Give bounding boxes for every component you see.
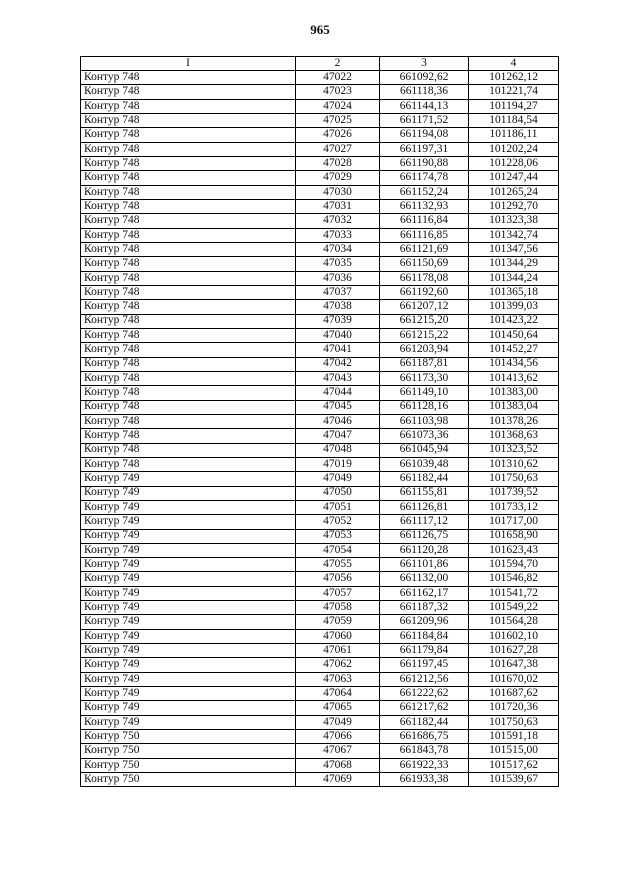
contour-name-cell: Контур 749 xyxy=(81,615,296,629)
y-coordinate-cell: 101658,90 xyxy=(469,529,559,543)
x-coordinate-cell: 661686,75 xyxy=(380,730,469,744)
point-number-cell: 47028 xyxy=(296,156,380,170)
table-row xyxy=(81,515,559,529)
contour-name-cell: Контур 748 xyxy=(81,228,296,242)
x-coordinate-cell: 661212,56 xyxy=(380,672,469,686)
contour-name-cell: Контур 749 xyxy=(81,500,296,514)
y-coordinate-cell: 101591,18 xyxy=(469,730,559,744)
table-row xyxy=(81,271,559,285)
point-number-cell: 47038 xyxy=(296,300,380,314)
table-row xyxy=(81,730,559,744)
y-coordinate-cell: 101733,12 xyxy=(469,500,559,514)
table-row xyxy=(81,99,559,113)
point-number-cell: 47053 xyxy=(296,529,380,543)
x-coordinate-cell: 661217,62 xyxy=(380,701,469,715)
x-coordinate-cell: 661162,17 xyxy=(380,586,469,600)
point-number-cell: 47044 xyxy=(296,386,380,400)
point-number-cell: 47057 xyxy=(296,586,380,600)
point-number-cell: 47036 xyxy=(296,271,380,285)
y-coordinate-cell: 101687,62 xyxy=(469,687,559,701)
contour-name-cell: Контур 748 xyxy=(81,300,296,314)
point-number-cell: 47046 xyxy=(296,414,380,428)
table-row xyxy=(81,529,559,543)
contour-name-cell: Контур 748 xyxy=(81,71,296,85)
point-number-cell: 47048 xyxy=(296,443,380,457)
point-number-cell: 47037 xyxy=(296,285,380,299)
x-coordinate-cell: 661116,84 xyxy=(380,214,469,228)
column-header-contour: I xyxy=(81,57,296,71)
table-row xyxy=(81,629,559,643)
x-coordinate-cell: 661132,93 xyxy=(380,199,469,213)
point-number-cell: 47030 xyxy=(296,185,380,199)
contour-name-cell: Контур 749 xyxy=(81,658,296,672)
column-header-point-number: 2 xyxy=(296,57,380,71)
y-coordinate-cell: 101564,28 xyxy=(469,615,559,629)
x-coordinate-cell: 661152,24 xyxy=(380,185,469,199)
x-coordinate-cell: 661209,96 xyxy=(380,615,469,629)
x-coordinate-cell: 661182,44 xyxy=(380,715,469,729)
y-coordinate-cell: 101344,24 xyxy=(469,271,559,285)
y-coordinate-cell: 101365,18 xyxy=(469,285,559,299)
y-coordinate-cell: 101594,70 xyxy=(469,558,559,572)
point-number-cell: 47049 xyxy=(296,715,380,729)
table-row xyxy=(81,558,559,572)
table-row xyxy=(81,214,559,228)
table-row xyxy=(81,71,559,85)
y-coordinate-cell: 101323,38 xyxy=(469,214,559,228)
y-coordinate-cell: 101265,24 xyxy=(469,185,559,199)
x-coordinate-cell: 661171,52 xyxy=(380,113,469,127)
y-coordinate-cell: 101221,74 xyxy=(469,85,559,99)
point-number-cell: 47060 xyxy=(296,629,380,643)
table-row xyxy=(81,744,559,758)
point-number-cell: 47052 xyxy=(296,515,380,529)
x-coordinate-cell: 661843,78 xyxy=(380,744,469,758)
table-row xyxy=(81,429,559,443)
y-coordinate-cell: 101602,10 xyxy=(469,629,559,643)
point-number-cell: 47045 xyxy=(296,400,380,414)
contour-name-cell: Контур 748 xyxy=(81,400,296,414)
table-row xyxy=(81,85,559,99)
table-row xyxy=(81,113,559,127)
point-number-cell: 47023 xyxy=(296,85,380,99)
table-row xyxy=(81,701,559,715)
contour-name-cell: Контур 748 xyxy=(81,128,296,142)
point-number-cell: 47025 xyxy=(296,113,380,127)
point-number-cell: 47022 xyxy=(296,71,380,85)
table-row xyxy=(81,171,559,185)
table-row xyxy=(81,658,559,672)
column-header-y-coordinate: 4 xyxy=(469,57,559,71)
table-row xyxy=(81,443,559,457)
y-coordinate-cell: 101378,26 xyxy=(469,414,559,428)
table-row xyxy=(81,400,559,414)
x-coordinate-cell: 661118,36 xyxy=(380,85,469,99)
x-coordinate-cell: 661190,88 xyxy=(380,156,469,170)
table-row xyxy=(81,285,559,299)
table-row xyxy=(81,414,559,428)
column-header-x-coordinate: 3 xyxy=(380,57,469,71)
contour-name-cell: Контур 749 xyxy=(81,629,296,643)
y-coordinate-cell: 101184,54 xyxy=(469,113,559,127)
contour-name-cell: Контур 748 xyxy=(81,242,296,256)
contour-name-cell: Контур 748 xyxy=(81,457,296,471)
contour-name-cell: Контур 748 xyxy=(81,414,296,428)
x-coordinate-cell: 661203,94 xyxy=(380,343,469,357)
point-number-cell: 47062 xyxy=(296,658,380,672)
x-coordinate-cell: 661207,12 xyxy=(380,300,469,314)
x-coordinate-cell: 661116,85 xyxy=(380,228,469,242)
table-row xyxy=(81,185,559,199)
y-coordinate-cell: 101515,00 xyxy=(469,744,559,758)
table-row xyxy=(81,486,559,500)
table-header-row xyxy=(81,57,559,71)
x-coordinate-cell: 661197,45 xyxy=(380,658,469,672)
point-number-cell: 47033 xyxy=(296,228,380,242)
point-number-cell: 47067 xyxy=(296,744,380,758)
table-row xyxy=(81,758,559,772)
point-number-cell: 47024 xyxy=(296,99,380,113)
x-coordinate-cell: 661178,08 xyxy=(380,271,469,285)
y-coordinate-cell: 101344,29 xyxy=(469,257,559,271)
table-row xyxy=(81,543,559,557)
contour-name-cell: Контур 748 xyxy=(81,142,296,156)
table-row xyxy=(81,156,559,170)
x-coordinate-cell: 661197,31 xyxy=(380,142,469,156)
y-coordinate-cell: 101368,63 xyxy=(469,429,559,443)
contour-name-cell: Контур 749 xyxy=(81,529,296,543)
y-coordinate-cell: 101262,12 xyxy=(469,71,559,85)
contour-name-cell: Контур 750 xyxy=(81,758,296,772)
contour-name-cell: Контур 748 xyxy=(81,328,296,342)
x-coordinate-cell: 661120,28 xyxy=(380,543,469,557)
contour-name-cell: Контур 749 xyxy=(81,701,296,715)
x-coordinate-cell: 661039,48 xyxy=(380,457,469,471)
y-coordinate-cell: 101546,82 xyxy=(469,572,559,586)
point-number-cell: 47059 xyxy=(296,615,380,629)
y-coordinate-cell: 101670,02 xyxy=(469,672,559,686)
x-coordinate-cell: 661149,10 xyxy=(380,386,469,400)
contour-name-cell: Контур 748 xyxy=(81,386,296,400)
table-row xyxy=(81,715,559,729)
y-coordinate-cell: 101292,70 xyxy=(469,199,559,213)
table-row xyxy=(81,457,559,471)
x-coordinate-cell: 661103,98 xyxy=(380,414,469,428)
table-row xyxy=(81,644,559,658)
contour-name-cell: Контур 749 xyxy=(81,472,296,486)
x-coordinate-cell: 661073,36 xyxy=(380,429,469,443)
contour-name-cell: Контур 748 xyxy=(81,185,296,199)
x-coordinate-cell: 661173,30 xyxy=(380,371,469,385)
x-coordinate-cell: 661155,81 xyxy=(380,486,469,500)
table-row xyxy=(81,328,559,342)
point-number-cell: 47063 xyxy=(296,672,380,686)
y-coordinate-cell: 101202,24 xyxy=(469,142,559,156)
y-coordinate-cell: 101342,74 xyxy=(469,228,559,242)
page-number: 965 xyxy=(310,22,330,37)
point-number-cell: 47040 xyxy=(296,328,380,342)
table-row xyxy=(81,343,559,357)
x-coordinate-cell: 661126,81 xyxy=(380,500,469,514)
contour-name-cell: Контур 748 xyxy=(81,199,296,213)
contour-name-cell: Контур 749 xyxy=(81,543,296,557)
x-coordinate-cell: 661184,84 xyxy=(380,629,469,643)
x-coordinate-cell: 661187,81 xyxy=(380,357,469,371)
y-coordinate-cell: 101541,72 xyxy=(469,586,559,600)
contour-name-cell: Контур 749 xyxy=(81,601,296,615)
y-coordinate-cell: 101623,43 xyxy=(469,543,559,557)
y-coordinate-cell: 101517,62 xyxy=(469,758,559,772)
point-number-cell: 47034 xyxy=(296,242,380,256)
point-number-cell: 47026 xyxy=(296,128,380,142)
table-row xyxy=(81,314,559,328)
y-coordinate-cell: 101247,44 xyxy=(469,171,559,185)
y-coordinate-cell: 101539,67 xyxy=(469,773,559,787)
point-number-cell: 47043 xyxy=(296,371,380,385)
x-coordinate-cell: 661922,33 xyxy=(380,758,469,772)
y-coordinate-cell: 101194,27 xyxy=(469,99,559,113)
contour-name-cell: Контур 749 xyxy=(81,515,296,529)
point-number-cell: 47047 xyxy=(296,429,380,443)
point-number-cell: 47064 xyxy=(296,687,380,701)
table-row xyxy=(81,357,559,371)
x-coordinate-cell: 661179,84 xyxy=(380,644,469,658)
x-coordinate-cell: 661222,62 xyxy=(380,687,469,701)
contour-name-cell: Контур 748 xyxy=(81,443,296,457)
contour-name-cell: Контур 748 xyxy=(81,371,296,385)
contour-name-cell: Контур 749 xyxy=(81,644,296,658)
point-number-cell: 47051 xyxy=(296,500,380,514)
contour-name-cell: Контур 749 xyxy=(81,558,296,572)
y-coordinate-cell: 101750,63 xyxy=(469,472,559,486)
x-coordinate-cell: 661174,78 xyxy=(380,171,469,185)
table-row xyxy=(81,500,559,514)
contour-name-cell: Контур 749 xyxy=(81,486,296,500)
contour-name-cell: Контур 749 xyxy=(81,572,296,586)
point-number-cell: 47050 xyxy=(296,486,380,500)
x-coordinate-cell: 661144,13 xyxy=(380,99,469,113)
y-coordinate-cell: 101186,11 xyxy=(469,128,559,142)
point-number-cell: 47039 xyxy=(296,314,380,328)
y-coordinate-cell: 101739,52 xyxy=(469,486,559,500)
table-row xyxy=(81,142,559,156)
point-number-cell: 47029 xyxy=(296,171,380,185)
point-number-cell: 47066 xyxy=(296,730,380,744)
y-coordinate-cell: 101434,56 xyxy=(469,357,559,371)
table-row xyxy=(81,672,559,686)
point-number-cell: 47032 xyxy=(296,214,380,228)
y-coordinate-cell: 101452,27 xyxy=(469,343,559,357)
x-coordinate-cell: 661092,62 xyxy=(380,71,469,85)
point-number-cell: 47042 xyxy=(296,357,380,371)
point-number-cell: 47058 xyxy=(296,601,380,615)
table-row xyxy=(81,472,559,486)
contour-name-cell: Контур 748 xyxy=(81,357,296,371)
table-row xyxy=(81,242,559,256)
contour-name-cell: Контур 748 xyxy=(81,156,296,170)
contour-name-cell: Контур 750 xyxy=(81,730,296,744)
point-number-cell: 47068 xyxy=(296,758,380,772)
table-row xyxy=(81,300,559,314)
x-coordinate-cell: 661121,69 xyxy=(380,242,469,256)
contour-name-cell: Контур 749 xyxy=(81,715,296,729)
contour-name-cell: Контур 750 xyxy=(81,744,296,758)
x-coordinate-cell: 661933,38 xyxy=(380,773,469,787)
x-coordinate-cell: 661215,20 xyxy=(380,314,469,328)
contour-name-cell: Контур 749 xyxy=(81,672,296,686)
y-coordinate-cell: 101310,62 xyxy=(469,457,559,471)
contour-name-cell: Контур 749 xyxy=(81,687,296,701)
x-coordinate-cell: 661117,12 xyxy=(380,515,469,529)
contour-name-cell: Контур 750 xyxy=(81,773,296,787)
y-coordinate-cell: 101347,56 xyxy=(469,242,559,256)
x-coordinate-cell: 661132,00 xyxy=(380,572,469,586)
contour-name-cell: Контур 748 xyxy=(81,171,296,185)
y-coordinate-cell: 101647,38 xyxy=(469,658,559,672)
point-number-cell: 47065 xyxy=(296,701,380,715)
x-coordinate-cell: 661187,32 xyxy=(380,601,469,615)
contour-name-cell: Контур 748 xyxy=(81,257,296,271)
table-row xyxy=(81,615,559,629)
point-number-cell: 47049 xyxy=(296,472,380,486)
x-coordinate-cell: 661194,08 xyxy=(380,128,469,142)
point-number-cell: 47069 xyxy=(296,773,380,787)
x-coordinate-cell: 661045,94 xyxy=(380,443,469,457)
table-row xyxy=(81,601,559,615)
contour-name-cell: Контур 748 xyxy=(81,113,296,127)
y-coordinate-cell: 101323,52 xyxy=(469,443,559,457)
x-coordinate-cell: 661126,75 xyxy=(380,529,469,543)
point-number-cell: 47019 xyxy=(296,457,380,471)
contour-name-cell: Контур 748 xyxy=(81,429,296,443)
point-number-cell: 47027 xyxy=(296,142,380,156)
point-number-cell: 47054 xyxy=(296,543,380,557)
y-coordinate-cell: 101720,36 xyxy=(469,701,559,715)
table-row xyxy=(81,371,559,385)
table-row xyxy=(81,257,559,271)
table-row xyxy=(81,773,559,787)
point-number-cell: 47035 xyxy=(296,257,380,271)
x-coordinate-cell: 661101,86 xyxy=(380,558,469,572)
contour-name-cell: Контур 749 xyxy=(81,586,296,600)
x-coordinate-cell: 661182,44 xyxy=(380,472,469,486)
y-coordinate-cell: 101383,04 xyxy=(469,400,559,414)
table-row xyxy=(81,199,559,213)
point-number-cell: 47041 xyxy=(296,343,380,357)
table-row xyxy=(81,386,559,400)
table-row xyxy=(81,572,559,586)
x-coordinate-cell: 661215,22 xyxy=(380,328,469,342)
y-coordinate-cell: 101450,64 xyxy=(469,328,559,342)
contour-name-cell: Контур 748 xyxy=(81,343,296,357)
table-body xyxy=(81,71,559,787)
contour-name-cell: Контур 748 xyxy=(81,85,296,99)
point-number-cell: 47061 xyxy=(296,644,380,658)
x-coordinate-cell: 661192,60 xyxy=(380,285,469,299)
y-coordinate-cell: 101228,06 xyxy=(469,156,559,170)
y-coordinate-cell: 101750,63 xyxy=(469,715,559,729)
y-coordinate-cell: 101423,22 xyxy=(469,314,559,328)
point-number-cell: 47031 xyxy=(296,199,380,213)
y-coordinate-cell: 101549,22 xyxy=(469,601,559,615)
table-row xyxy=(81,128,559,142)
point-number-cell: 47056 xyxy=(296,572,380,586)
y-coordinate-cell: 101717,00 xyxy=(469,515,559,529)
contour-name-cell: Контур 748 xyxy=(81,271,296,285)
contour-name-cell: Контур 748 xyxy=(81,99,296,113)
table-row xyxy=(81,228,559,242)
contour-name-cell: Контур 748 xyxy=(81,285,296,299)
contour-name-cell: Контур 748 xyxy=(81,314,296,328)
y-coordinate-cell: 101627,28 xyxy=(469,644,559,658)
table-row xyxy=(81,687,559,701)
point-number-cell: 47055 xyxy=(296,558,380,572)
x-coordinate-cell: 661128,16 xyxy=(380,400,469,414)
y-coordinate-cell: 101413,62 xyxy=(469,371,559,385)
coordinates-table xyxy=(80,56,559,787)
contour-name-cell: Контур 748 xyxy=(81,214,296,228)
y-coordinate-cell: 101399,03 xyxy=(469,300,559,314)
y-coordinate-cell: 101383,00 xyxy=(469,386,559,400)
x-coordinate-cell: 661150,69 xyxy=(380,257,469,271)
table-row xyxy=(81,586,559,600)
